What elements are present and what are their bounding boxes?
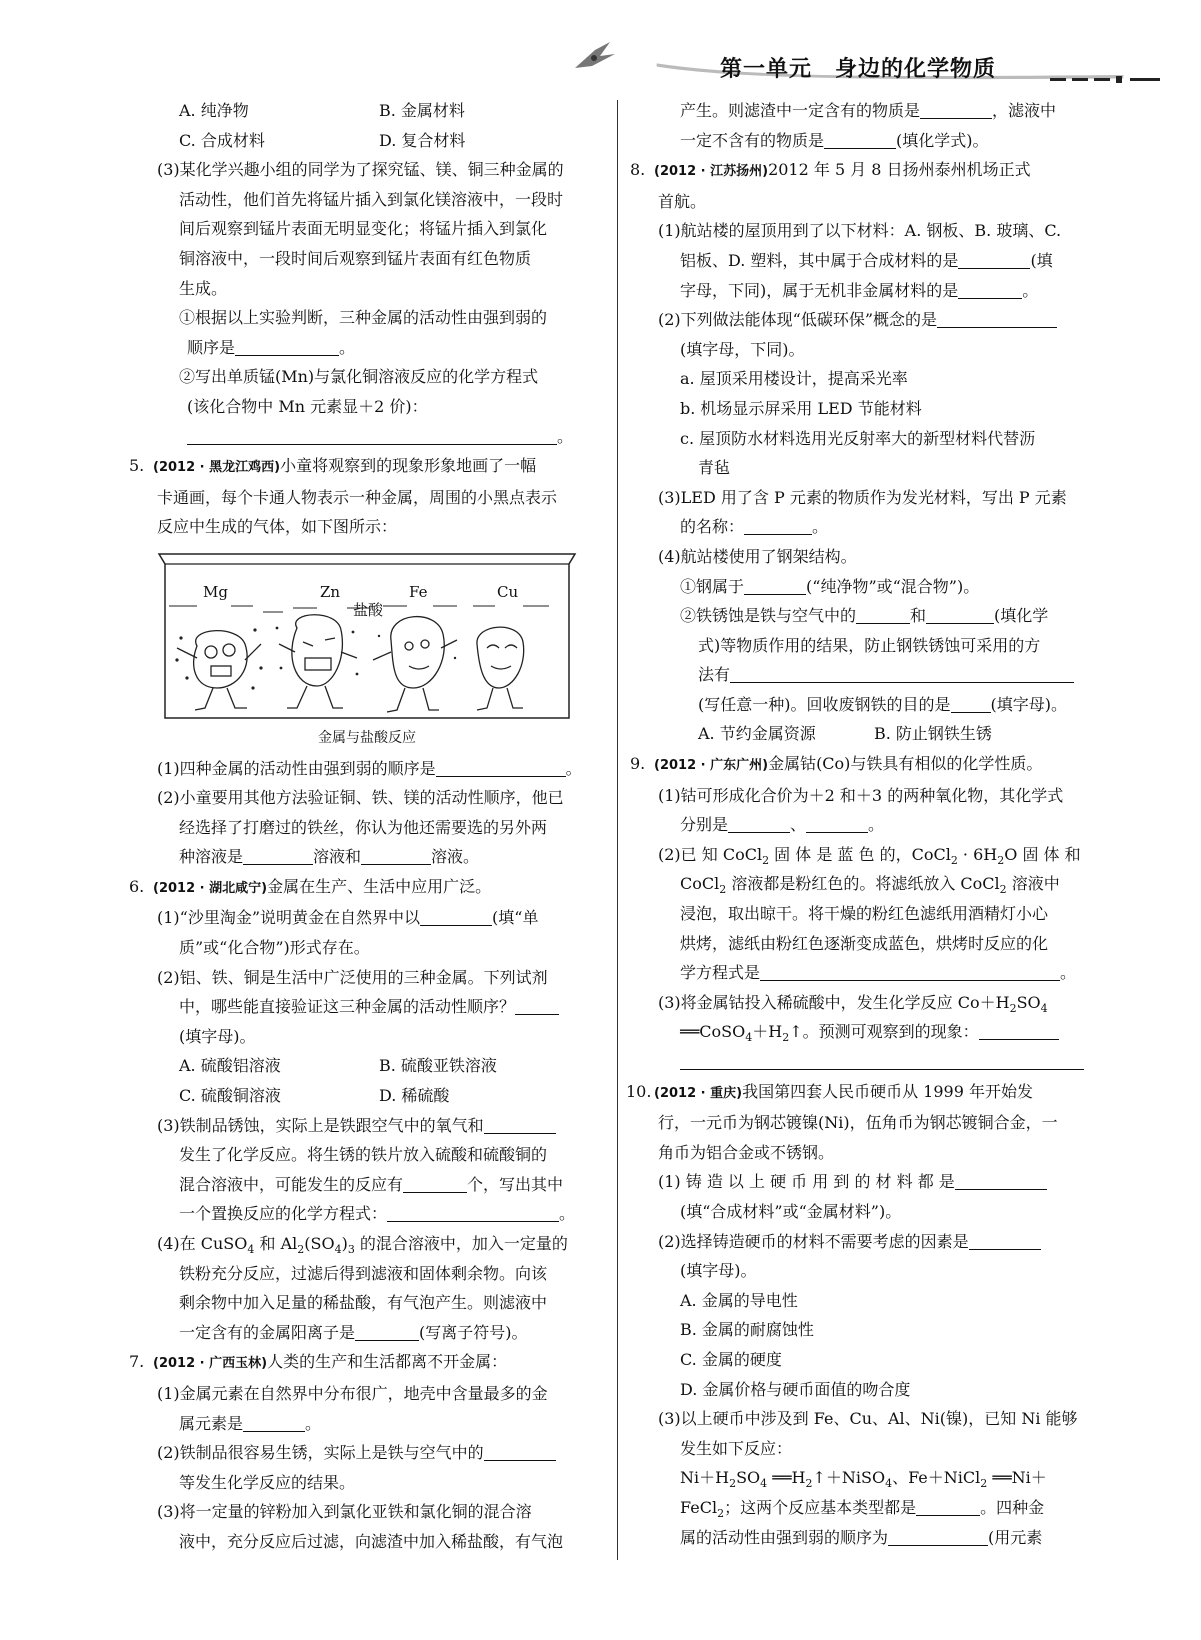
text: SO <box>736 1468 761 1488</box>
answer-blank[interactable] <box>730 664 1074 683</box>
text: 溶液都是粉红色的。将滤纸放入 CoCl <box>726 874 1000 894</box>
text: 、Fe＋NiCl <box>892 1468 981 1488</box>
answer-blank[interactable] <box>744 516 812 535</box>
q7-3-line1: (3)将一定量的锌粉加入到氯化亚铁和氯化铜的混合溶 <box>157 1502 532 1522</box>
answer-blank[interactable] <box>824 130 896 149</box>
answer-blank[interactable] <box>916 1497 980 1516</box>
text: ) <box>341 1234 348 1253</box>
unit-title: 第一单元 身边的化学物质 <box>720 57 997 82</box>
q9-2-line5 <box>636 958 1106 988</box>
question-source: (2012 · 广西玉林) <box>153 1356 268 1372</box>
subscript: 2 <box>782 1031 790 1045</box>
text: (2)选择铸造硬币的材料不需要考虑的因素是 <box>658 1231 969 1251</box>
q5-line2: 卡通画，每个卡通人物表示一种金属，周围的小黑点表示 <box>157 487 558 507</box>
label-mg: Mg <box>203 582 228 601</box>
q8-2-line1 <box>636 305 1106 335</box>
text: (写任意一种)。回收废钢铁的目的是 <box>698 694 951 714</box>
text: FeCl <box>680 1497 718 1517</box>
subscript: 4 <box>1040 1002 1048 1015</box>
q6-4-line4 <box>135 1318 605 1348</box>
q8-4-options <box>636 719 1106 749</box>
subscript: 2 <box>762 854 770 868</box>
q5-2-line1: (2)小童要用其他方法验证铜、铁、镁的活动性顺序，他已 <box>157 788 564 808</box>
q6-option-a: A. 硫酸铝溶液 <box>179 1056 281 1076</box>
beaker-illustration <box>157 548 577 724</box>
column-divider <box>617 100 618 1560</box>
q7-3-line4 <box>636 126 1106 156</box>
text: (填字母)。 <box>990 694 1067 714</box>
q7-2-line2: 等发生化学反应的结果。 <box>179 1472 356 1492</box>
text: (2)铁制品很容易生锈，实际上是铁与空气中的 <box>157 1443 484 1463</box>
q5-1 <box>135 754 605 784</box>
bird-logo-icon <box>570 38 620 78</box>
answer-blank[interactable] <box>920 100 992 119</box>
text: (填化学式)。 <box>896 130 989 150</box>
text: O 固 体 和 <box>1004 844 1081 864</box>
answer-blank[interactable] <box>243 1413 305 1432</box>
q8-4-1 <box>636 572 1106 602</box>
answer-blank[interactable] <box>515 996 559 1015</box>
q7-3-line3 <box>636 96 1106 126</box>
q7-1-line2 <box>135 1409 605 1439</box>
q8-1-line2 <box>636 246 1106 276</box>
text: 。 <box>565 758 582 778</box>
text: 个，写出其中 <box>467 1174 564 1194</box>
subscript: 2 <box>999 883 1007 897</box>
text: 的混合溶液中，加入一定量的 <box>354 1234 568 1253</box>
question-number: 9. <box>630 754 646 774</box>
answer-blank[interactable] <box>955 1171 1047 1190</box>
q7-3-line2: 液中，充分反应后过滤，向滤渣中加入稀盐酸，有气泡 <box>179 1531 564 1551</box>
q8-2-option-a: a. 屋顶采用楼设计，提高采光率 <box>680 369 908 389</box>
q6-2-line2 <box>135 992 605 1022</box>
q6-3-line3 <box>135 1170 605 1200</box>
q6-options-row2 <box>135 1081 605 1111</box>
q10-2-line1 <box>636 1227 1106 1257</box>
text: · 6H <box>957 844 998 864</box>
text: 字母，下同)，属于无机非金属材料的是 <box>680 280 959 300</box>
answer-blank[interactable] <box>355 1322 419 1341</box>
metal-acid-cartoon-figure <box>157 548 577 724</box>
subscript: 2 <box>729 1477 737 1491</box>
q10-3-line5 <box>636 1523 1106 1553</box>
q6-1-line2: 质”或“化合物”)形式存在。 <box>179 938 370 958</box>
q4-option-d: D. 复合材料 <box>379 130 466 150</box>
answer-blank[interactable] <box>361 846 431 865</box>
text: SO <box>1016 992 1041 1012</box>
text: 混合溶液中，可能发生的反应有 <box>179 1174 404 1194</box>
answer-blank[interactable] <box>969 1231 1041 1250</box>
q7-1-line1: (1)金属元素在自然界中分布很广，地壳中含量最多的金 <box>157 1383 548 1403</box>
q8-line2: 首航。 <box>658 191 707 211</box>
text: 。 <box>1060 963 1077 983</box>
q10-3-line1: (3)以上硬币中涉及到 Fe、Cu、Al、Ni(镍)，已知 Ni 能够 <box>658 1409 1078 1429</box>
q9-3-line3 <box>636 1047 1106 1077</box>
answer-blank[interactable] <box>958 250 1030 269</box>
q5-line3: 反应中生成的气体，如下图所示： <box>157 517 398 537</box>
q10-2-option-a: A. 金属的导电性 <box>680 1290 798 1310</box>
q7-line1 <box>129 1347 605 1379</box>
answer-blank[interactable] <box>951 694 991 713</box>
fe-character <box>373 616 457 711</box>
text: 溶液和 <box>313 847 362 867</box>
q5-2-line2: 经选择了打磨过的铁丝，你认为他还需要选的另外两 <box>179 817 548 837</box>
q10-3-line3 <box>636 1463 1106 1493</box>
text: 和 Al <box>254 1234 298 1253</box>
text: 铝板、D. 塑料，其中属于合成材料的是 <box>680 250 959 270</box>
text: ↑。预测可观察到的现象： <box>789 1022 979 1042</box>
answer-blank[interactable] <box>760 962 1060 981</box>
q9-2-line3: 浸泡，取出晾干。将干燥的粉红色滤纸用酒精灯小心 <box>680 904 1049 924</box>
q8-line1 <box>630 155 1106 187</box>
q6-3-line4 <box>135 1199 605 1229</box>
text: (1) 铸 造 以 上 硬 币 用 到 的 材 料 都 是 <box>658 1172 955 1192</box>
q8-3-line2 <box>636 512 1106 542</box>
page-header <box>590 38 1190 90</box>
subscript: 2 <box>1009 1002 1017 1015</box>
q4-3-2-line2: (该化合物中 Mn 元素显＋2 价)： <box>187 396 428 416</box>
q4-3-line4: 铜溶液中，一段时间后观察到锰片表面有红色物质 <box>179 248 532 268</box>
text: 一定含有的金属阳离子是 <box>179 1322 356 1342</box>
text: (“纯净物”或“混合物”)。 <box>806 576 980 596</box>
q10-2-line2: (填字母)。 <box>680 1261 757 1281</box>
q6-options-row1 <box>135 1051 605 1081</box>
q8-4-2-line3 <box>636 660 1106 690</box>
text: 人类的生产和生活都离不开金属： <box>267 1352 508 1372</box>
q5-line1 <box>129 451 605 483</box>
q6-4-line2: 铁粉充分反应，过滤后得到滤液和固体剩余物。向该 <box>179 1263 548 1283</box>
question-number: 10. <box>626 1081 652 1101</box>
q4-option-a: A. 纯净物 <box>179 101 249 120</box>
text: ①钢属于 <box>680 576 745 596</box>
header-dash-decoration <box>1050 72 1170 86</box>
answer-blank[interactable] <box>484 1115 556 1134</box>
q8-2-option-b: b. 机场显示屏采用 LED 节能材料 <box>680 398 922 418</box>
text: 溶液中 <box>1006 874 1060 894</box>
label-zn: Zn <box>320 582 341 601</box>
q9-2-line1 <box>636 840 1106 870</box>
q8-4-2-line4 <box>636 690 1106 720</box>
q10-2-option-c: C. 金属的硬度 <box>680 1349 782 1369</box>
q8-option-a: A. 节约金属资源 <box>698 724 816 744</box>
text: 。 <box>868 815 885 835</box>
text: (填化学 <box>994 606 1049 626</box>
text: ↑＋NiSO <box>812 1468 886 1488</box>
text: ══CoSO <box>680 1022 746 1042</box>
q8-2-option-c: c. 屋顶防水材料选用光反射率大的新型材料代替沥 <box>680 428 1036 448</box>
answer-blank[interactable] <box>243 846 313 865</box>
answer-blank[interactable] <box>937 309 1057 328</box>
q10-1-line1 <box>636 1167 1106 1197</box>
q10-line3: 角币为铝合金或不锈钢。 <box>658 1142 835 1162</box>
answer-blank[interactable] <box>856 605 910 624</box>
text: ，滤液中 <box>992 101 1057 120</box>
text: 。四种金 <box>980 1497 1045 1517</box>
q9-2-line2 <box>636 869 1106 899</box>
q6-option-c: C. 硫酸铜溶液 <box>179 1086 281 1106</box>
text: ②铁锈蚀是铁与空气中的 <box>680 606 857 626</box>
answer-blank[interactable] <box>926 605 994 624</box>
answer-blank[interactable] <box>235 337 339 356</box>
q8-3-line1: (3)LED 用了含 P 元素的物质作为发光材料，写出 P 元素 <box>658 487 1067 507</box>
subscript: 2 <box>717 1507 725 1521</box>
q9-1-line1: (1)钴可形成化合价为＋2 和＋3 的两种氧化物，其化学式 <box>658 785 1064 805</box>
q9-3-line1 <box>636 988 1106 1018</box>
text: 一定不含有的物质是 <box>680 130 825 150</box>
q4-option-c: C. 合成材料 <box>179 130 265 150</box>
text: 。 <box>557 426 574 446</box>
cu-character <box>477 627 524 710</box>
text: 固 体 是 蓝 色 的，CoCl <box>769 844 951 864</box>
q6-4-line1 <box>135 1229 605 1259</box>
q8-4-2-line1 <box>636 601 1106 631</box>
subscript: 2 <box>719 883 727 897</box>
subscript: 2 <box>297 1243 305 1257</box>
question-source: (2012 · 重庆) <box>654 1085 743 1101</box>
text: (4)在 CuSO <box>157 1234 248 1253</box>
question-number: 6. <box>129 876 145 896</box>
q4-options-row1 <box>135 96 605 126</box>
q4-3-2-line3 <box>135 422 605 452</box>
answer-blank[interactable] <box>403 1174 467 1193</box>
text: 学方程式是 <box>680 963 761 983</box>
text: 法有 <box>698 665 731 685</box>
text: 种溶液是 <box>179 847 244 867</box>
text: Ni＋H <box>680 1468 730 1488</box>
q10-line2: 行，一元币为钢芯镀镍(Ni)，伍角币为钢芯镀铜合金，一 <box>658 1113 1058 1133</box>
q8-1-line3 <box>636 276 1106 306</box>
answer-blank[interactable] <box>744 576 806 595</box>
text: 。 <box>305 1413 322 1433</box>
zn-character <box>279 615 357 708</box>
text: ＋H <box>752 1022 783 1042</box>
answer-blank[interactable] <box>436 758 566 777</box>
subscript: 4 <box>885 1477 893 1491</box>
q9-1-line2 <box>636 810 1106 840</box>
text: 属元素是 <box>179 1413 244 1433</box>
text: (SO <box>304 1234 335 1253</box>
subscript: 2 <box>997 854 1005 868</box>
mg-character <box>177 631 261 710</box>
text: 。 <box>812 517 829 537</box>
text: (3)铁制品锈蚀，实际上是铁跟空气中的氧气和 <box>157 1115 484 1135</box>
answer-blank[interactable] <box>484 1442 556 1461</box>
q8-2-option-c-cont: 青毡 <box>698 458 731 478</box>
text: 的名称： <box>680 517 745 537</box>
text: 金属在生产、生活中应用广泛。 <box>267 876 492 896</box>
q7-2-line1 <box>135 1438 605 1468</box>
q6-3-line2: 发生了化学反应。将生锈的铁片放入硫酸和硫酸铜的 <box>179 1145 548 1165</box>
q5-2-line3 <box>135 842 605 872</box>
question-number: 7. <box>129 1352 145 1372</box>
q6-1-line1 <box>135 903 605 933</box>
answer-blank[interactable] <box>420 907 492 926</box>
q6-4-line3: 剩余物中加入足量的稀盐酸，有气泡产生。则滤液中 <box>179 1293 548 1313</box>
answer-blank[interactable] <box>888 1527 988 1546</box>
right-column <box>626 96 1106 1552</box>
text: ；这两个反应基本类型都是 <box>724 1497 917 1517</box>
text: CoCl <box>680 874 720 894</box>
q10-3-line2: 发生如下反应： <box>680 1438 793 1458</box>
text: (2)下列做法能体现“低碳环保”概念的是 <box>658 310 938 330</box>
subscript: 2 <box>805 1477 813 1491</box>
q4-3-line1: (3)某化学兴趣小组的同学为了探究锰、镁、铜三种金属的 <box>157 160 564 180</box>
text: ══Ni＋ <box>987 1468 1047 1488</box>
text: 2012 年 5 月 8 日扬州泰州机场正式 <box>768 160 1031 180</box>
q9-2-line4: 烘烤，滤纸由粉红色逐渐变成蓝色，烘烤时反应的化 <box>680 933 1049 953</box>
question-source: (2012 · 广东广州) <box>654 758 769 774</box>
subscript: 4 <box>745 1031 753 1045</box>
text: 产生。则滤渣中一定含有的物质是 <box>680 101 921 120</box>
label-acid: 盐酸 <box>353 600 384 619</box>
text: (用元素 <box>988 1527 1043 1547</box>
q8-option-b: B. 防止钢铁生锈 <box>874 724 992 744</box>
q4-3-1-line1: ①根据以上实验判断，三种金属的活动性由强到弱的 <box>179 308 548 328</box>
question-number: 5. <box>129 456 145 476</box>
question-number: 8. <box>630 160 646 180</box>
text: (2)已 知 CoCl <box>658 844 763 864</box>
q4-3-line3: 间后观察到锰片表面无明显变化；将锰片插入到氯化 <box>179 219 548 239</box>
text: (1)“沙里淘金”说明黄金在自然界中以 <box>157 908 421 928</box>
answer-blank[interactable] <box>680 1051 1084 1070</box>
figure-caption: 金属与盐酸反应 <box>318 729 416 746</box>
answer-blank[interactable] <box>806 814 868 833</box>
q9-line1 <box>630 749 1106 781</box>
answer-blank[interactable] <box>958 280 1022 299</box>
label-fe: Fe <box>409 582 428 601</box>
q10-line1 <box>626 1077 1106 1109</box>
question-source: (2012 · 黑龙江鸡西) <box>153 460 281 476</box>
left-column <box>129 96 605 1557</box>
q8-4: (4)航站楼使用了钢架结构。 <box>658 546 857 566</box>
text: 分别是 <box>680 815 729 835</box>
text: (3)将金属钴投入稀硫酸中，发生化学反应 Co＋H <box>658 992 1010 1012</box>
label-cu: Cu <box>497 582 519 601</box>
q10-2-option-b: B. 金属的耐腐蚀性 <box>680 1320 814 1340</box>
text: 我国第四套人民币硬币从 1999 年开始发 <box>742 1081 1033 1101</box>
q6-option-d: D. 稀硫酸 <box>379 1086 450 1106</box>
answer-blank[interactable] <box>979 1021 1059 1040</box>
q6-3-line1 <box>135 1111 605 1141</box>
subscript: 2 <box>980 1477 988 1491</box>
q8-4-2-line2: 式)等物质作用的结果，防止钢铁锈蚀可采用的方 <box>698 635 1041 655</box>
q8-2-line2: (填字母，下同)。 <box>680 339 805 359</box>
text: 溶液。 <box>431 847 480 867</box>
q6-2-line3: (填字母)。 <box>179 1026 256 1046</box>
text: 小童将观察到的现象形象地画了一幅 <box>280 456 537 476</box>
text: (填“单 <box>492 908 539 928</box>
text: 和 <box>910 606 927 626</box>
q4-3-2-line1: ②写出单质锰(Mn)与氯化铜溶液反应的化学方程式 <box>179 367 539 387</box>
text: 顺序是 <box>187 337 236 357</box>
text: (填 <box>1030 250 1053 270</box>
q10-2-option-d: D. 金属价格与硬币面值的吻合度 <box>680 1379 911 1399</box>
q4-options-row2 <box>135 126 605 156</box>
subscript: 2 <box>950 854 958 868</box>
q4-option-b: B. 金属材料 <box>379 101 465 120</box>
q4-3-line2: 活动性，他们首先将锰片插入到氯化镁溶液中，一段时 <box>179 189 564 209</box>
q4-3-line5: 生成。 <box>179 278 228 298</box>
text: 。 <box>1022 280 1039 300</box>
text: 金属钴(Co)与铁具有相似的化学性质。 <box>768 754 1043 774</box>
text: 。 <box>559 1204 576 1224</box>
text: 一个置换反应的化学方程式： <box>179 1204 388 1224</box>
text: (写离子符号)。 <box>419 1322 528 1342</box>
question-source: (2012 · 江苏扬州) <box>654 164 769 180</box>
text: 。 <box>339 337 356 357</box>
subscript: 4 <box>760 1477 768 1491</box>
q6-line1 <box>129 872 605 904</box>
q8-1-line1: (1)航站楼的屋顶用到了以下材料：A. 钢板、B. 玻璃、C. <box>658 221 1062 241</box>
q9-3-line2 <box>636 1017 1106 1047</box>
q6-option-b: B. 硫酸亚铁溶液 <box>379 1056 497 1076</box>
answer-blank[interactable] <box>187 426 557 445</box>
answer-blank[interactable] <box>387 1203 559 1222</box>
text: 中，哪些能直接验证这三种金属的活动性顺序？ <box>179 997 516 1017</box>
subscript: 3 <box>347 1243 355 1257</box>
q4-3-1-line2 <box>135 333 605 363</box>
q10-1-line2: (填“合成材料”或“金属材料”)。 <box>680 1201 902 1221</box>
text: ══H <box>767 1468 806 1488</box>
text: 、 <box>790 815 807 835</box>
subscript: 4 <box>247 1243 255 1257</box>
question-source: (2012 · 湖北咸宁) <box>153 880 268 896</box>
text: (1)四种金属的活动性由强到弱的顺序是 <box>157 758 436 778</box>
q6-2-line1: (2)铝、铁、铜是生活中广泛使用的三种金属。下列试剂 <box>157 967 548 987</box>
answer-blank[interactable] <box>728 814 790 833</box>
subscript: 4 <box>334 1243 342 1257</box>
q10-3-line4 <box>636 1493 1106 1523</box>
text: 属的活动性由强到弱的顺序为 <box>680 1527 889 1547</box>
